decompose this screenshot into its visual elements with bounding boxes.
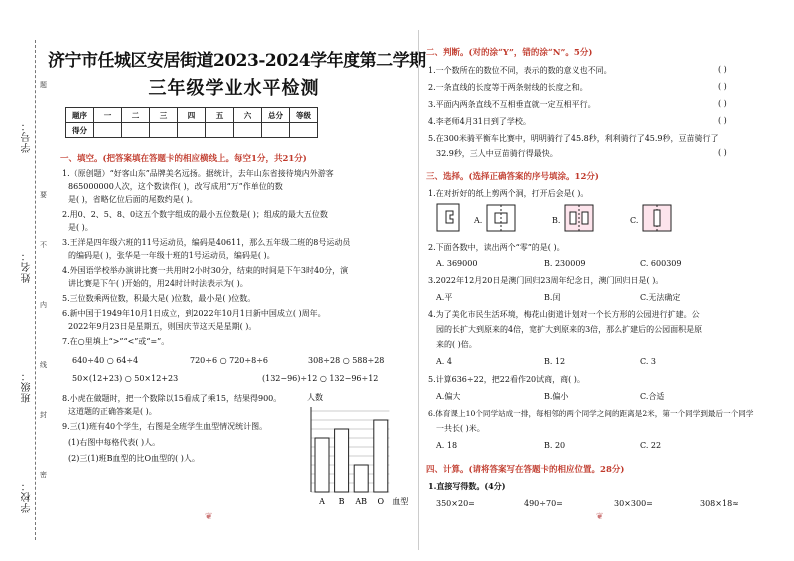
comparison-item: 640÷40 ○ 64÷4: [72, 356, 139, 365]
comparison-item: 720÷6 ○ 720÷8÷6: [190, 356, 268, 365]
option[interactable]: B. 230009: [544, 259, 586, 268]
score-input-cell[interactable]: [94, 123, 122, 138]
name-label: 姓名：: [22, 250, 33, 283]
score-input-cell[interactable]: [122, 123, 150, 138]
judgment-item: 3.平面内两条直线不互相垂直就一定互相平行。: [428, 100, 596, 109]
question-text: 这道题的正确答案是( )。: [68, 407, 157, 416]
chart-tick-label: B: [338, 497, 345, 506]
question-text: 9.三(1)班有40个学生，右图是全班学生血型情况统计图。: [62, 422, 268, 431]
score-input-cell[interactable]: [234, 123, 262, 138]
calc-item: 308×18≈: [700, 499, 739, 508]
question-text: (2)三(1)班B血型的比O血型的( )人。: [68, 454, 200, 463]
chart-tick-label: A: [319, 497, 325, 506]
score-input-cell[interactable]: [150, 123, 178, 138]
option[interactable]: C. 600309: [640, 259, 682, 268]
score-input-cell[interactable]: [206, 123, 234, 138]
score-table-score-row: [66, 123, 318, 138]
answer-paren[interactable]: ( ): [718, 99, 727, 108]
question-text: 3.王洋是四年级六班的11号运动员，编码是40611，那么五年级二班的8号运动员: [62, 238, 351, 247]
question-text: 6.新中国于1949年10月1日成立，到2022年10月1日新中国成立( )周年。: [62, 309, 326, 318]
chart-bar-ab: [354, 465, 368, 492]
seal-word: 要: [40, 191, 47, 199]
answer-paren[interactable]: ( ): [718, 116, 727, 125]
option[interactable]: A. 18: [436, 441, 458, 450]
option[interactable]: A.偏大: [436, 392, 461, 401]
option[interactable]: C. 22: [640, 441, 662, 450]
option-a-label[interactable]: A.: [474, 216, 483, 225]
question-text: 5.计算636÷22，把22看作20试商，商( )。: [428, 375, 585, 384]
question-text: 的编码是( )，张华是一年级十班的1号运动员，编码是( )。: [68, 251, 275, 260]
option[interactable]: B.闰: [544, 293, 561, 302]
judgment-item: 2.一条直线的长度等于两条射线的长度之和。: [428, 83, 588, 92]
question-text: 1.（原创题）“好客山东”品牌美名远扬。据统计，去年山东省接待境内外游客: [62, 169, 334, 178]
question-text: 7.在○里填上“>”“<”或“=”。: [62, 337, 170, 346]
judgment-item: 1.一个数所在的数位不同，表示的数的意义也不同。: [428, 66, 612, 75]
question-text: 1.直接写得数。(4分): [428, 481, 506, 491]
answer-paren[interactable]: ( ): [718, 65, 727, 74]
option-c-label[interactable]: C.: [630, 216, 639, 225]
question-text: 一共长( )米。: [436, 424, 485, 433]
question-text: (1)右图中每格代表( )人。: [68, 438, 161, 447]
column-divider: [418, 30, 419, 550]
score-input-cell[interactable]: [178, 123, 206, 138]
answer-paren[interactable]: ( ): [718, 148, 727, 157]
class-label: 班级：: [22, 370, 33, 403]
option-b-figure[interactable]: [564, 204, 594, 232]
question-text: 6.体育课上10个同学站成一排，每相邻的两个同学之间的距离是2米，第一个同学到最后一个同学: [428, 409, 754, 418]
score-input-cell[interactable]: [290, 123, 318, 138]
chart-tick-label: O: [377, 497, 385, 506]
option[interactable]: C. 3: [640, 357, 657, 366]
chart-tick-label: 血型: [392, 497, 409, 506]
score-cell: 总分: [262, 108, 290, 123]
question-text: 1.在对折好的纸上剪两个洞，打开后会是( )。: [428, 189, 589, 198]
score-cell: 五: [206, 108, 234, 123]
question-text: 讲比赛是下午( )开始的，用24时计时法表示为( )。: [68, 279, 248, 288]
question-text: 865000000人次，这个数读作( )，改写成用“万”作单位的数: [68, 182, 283, 191]
score-cell: 六: [234, 108, 262, 123]
option[interactable]: A. 4: [436, 357, 452, 366]
section-1-heading: 一、填空。(把答案填在答题卡的相应横线上。每空1分，共21分): [60, 154, 307, 164]
judgment-item: 5.在300米骑平衡车比赛中，明明骑行了45.8秒，利利骑行了45.9秒，豆苗骑行了: [428, 134, 719, 143]
question-text: 8.小虎在做题时，把一个数除以15看成了乘15，结果得900。: [62, 394, 282, 403]
question-text: 4.为了美化市民生活环境，梅花山街道计划对一个长方形的公园进行扩建。公: [428, 310, 700, 319]
decorative-flourish-icon: ❦: [596, 512, 604, 522]
question-text: 来的( )倍。: [436, 340, 477, 349]
folded-paper-figure: [436, 203, 462, 233]
question-text: 园的长扩大到原来的4倍，宽扩大到原来的3倍，那么扩建后的公园面积是原: [436, 325, 703, 334]
score-table: [65, 107, 318, 138]
score-cell: 题序: [66, 108, 94, 123]
option[interactable]: A. 369000: [436, 259, 478, 268]
question-text: 2.下面各数中，读出两个“零”的是( )。: [428, 243, 565, 252]
comparison-item: (132−96)÷12 ○ 132−96÷12: [262, 374, 379, 383]
option[interactable]: C.合适: [640, 392, 665, 401]
chart-xlabels: [318, 496, 408, 506]
score-cell: 二: [122, 108, 150, 123]
question-text: 2022年9月23日是星期五，则国庆节这天是星期( )。: [68, 322, 257, 331]
comparison-item: 50×(12+23) ○ 50×12+23: [72, 374, 179, 383]
question-text: 是( )。: [68, 223, 93, 232]
question-text: 2.用0、2、5、8、0这五个数字组成的最小五位数是( )；组成的最大五位数: [62, 210, 328, 219]
chart-ylabel: 人数: [307, 393, 323, 402]
judgment-item: 4.李老师4月31日到了学校。: [428, 117, 531, 126]
calc-item: 350×20=: [436, 499, 475, 508]
section-3-heading: 三、选择。(选择正确答案的序号填涂。12分): [426, 172, 599, 182]
calc-item: 490÷70=: [524, 499, 563, 508]
exam-title: 济宁市任城区安居街道2023-2024学年度第二学期: [48, 51, 426, 71]
question-text: 4.外国语学校举办演讲比赛一共用时2小时30分，结束的时间是下午3时40分，演: [62, 266, 349, 275]
exam-subtitle: 三年级学业水平检测: [148, 78, 320, 99]
binding-line: [35, 40, 36, 540]
score-row-label: 得分: [66, 123, 94, 138]
section-2-heading: 二、判断。(对的涂“Y”，错的涂“N”。5分): [426, 48, 593, 58]
blood-type-chart: [305, 388, 415, 510]
seal-word: 不: [40, 241, 47, 249]
chart-bar-o: [374, 420, 388, 492]
seal-word: 线: [40, 361, 47, 369]
score-input-cell[interactable]: [262, 123, 290, 138]
seal-word: 密: [40, 471, 47, 479]
question-text: 3.2022年12月20日是澳门回归23周年纪念日，澳门回归日是( )。: [428, 276, 664, 285]
option[interactable]: B. 12: [544, 357, 566, 366]
score-cell: 四: [178, 108, 206, 123]
option[interactable]: B.偏小: [544, 392, 569, 401]
comparison-item: 308÷28 ○ 588÷28: [308, 356, 385, 365]
school-label: 学校：: [22, 480, 33, 513]
score-cell: 三: [150, 108, 178, 123]
chart-bar-b: [335, 429, 349, 492]
question-text: 是( )，省略亿位后面的尾数约是( )。: [68, 195, 198, 204]
answer-paren[interactable]: ( ): [718, 82, 727, 91]
seal-word: 封: [40, 411, 47, 419]
student-id-label: 学号：: [22, 120, 33, 153]
option-b-label[interactable]: B.: [552, 216, 561, 225]
calc-item: 30×300=: [614, 499, 653, 508]
option[interactable]: B. 20: [544, 441, 566, 450]
question-text: 5.三位数乘两位数，积最大是( )位数，最小是( )位数。: [62, 294, 256, 303]
chart-bar-a: [315, 438, 329, 492]
judgment-item-cont: 32.9秒，三人中豆苗骑行得最快。: [436, 149, 558, 158]
seal-word: 内: [40, 301, 47, 309]
option-c-figure[interactable]: [642, 204, 672, 232]
section-4-heading: 四、计算。(请将答案写在答题卡的相应位置。28分): [426, 465, 625, 475]
option[interactable]: C.无法确定: [640, 293, 681, 302]
score-table-header-row: [66, 108, 318, 123]
option[interactable]: A.平: [436, 293, 453, 302]
seal-word: 题: [40, 81, 47, 89]
score-cell: 一: [94, 108, 122, 123]
decorative-flourish-icon: ❦: [205, 512, 213, 522]
score-cell: 等级: [290, 108, 318, 123]
chart-tick-label: AB: [355, 497, 368, 506]
option-a-figure[interactable]: [486, 204, 516, 232]
